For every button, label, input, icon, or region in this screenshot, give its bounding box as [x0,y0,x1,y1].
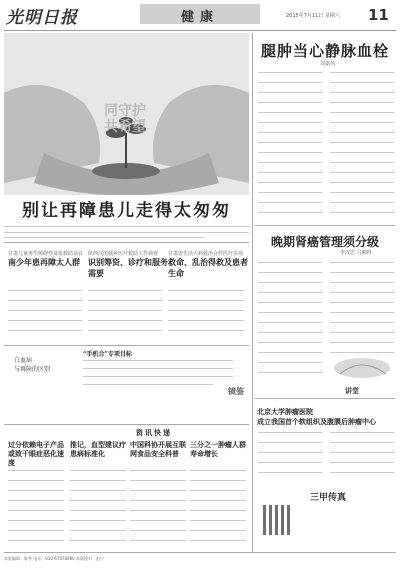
box-1 [8,250,88,267]
qr-code [263,505,293,535]
section-divider [4,345,249,346]
hero-tagline [104,103,146,135]
brief-1-headline: 过分依赖电子产品或致干眼症恶化速度 [8,440,64,467]
newspaper-logo: 光明日报 [6,8,78,28]
news-headline: 成立我国首个软组织及腹膜后肿瘤中心 [257,417,376,426]
footer-rule [4,552,396,553]
hero-tagline-line-1: 同守护 [104,103,146,119]
news-brief-section-title: 资讯快递 [136,428,172,437]
box-2-kicker: 陕西汉滨城乡医疗救助工作调查 [88,251,159,257]
column-label-sanqian: 三甲传真 [310,493,347,503]
masthead [0,0,400,32]
page-footer: 本版编辑：陈冬 电话：010-67078880 本版校对：赵宁 [4,556,104,561]
article-author-thrombosis: 刘嘉伟 [320,61,336,67]
box-2 [88,250,168,278]
column-divider [252,33,253,553]
article-headline-thrombosis: 腿肿当心静脉血栓 [260,42,389,60]
brief-2-headline: 推记，血型建议疗患病标准化 [70,440,126,458]
page-number: 11 [368,6,389,24]
box-1-title: 南少年患再障太人群 [8,257,80,267]
brief-3-headline: 中国科协开展互联网食品安全科普 [130,440,186,458]
lecture-illustration [330,352,395,384]
lead-headline: 别让再障患儿走得太匆匆 [22,201,231,221]
section-divider [4,242,249,243]
hero-photo [4,33,249,195]
article-headline-kidney-cancer: 晚期肾癌管理须分级 [270,235,379,249]
sidebar-note [14,356,50,374]
box-3-kicker: 甘肃省生活大病救治合作医疗专项 [168,251,244,257]
article-author-kidney-cancer: 李汉忠 马湘林 [340,250,372,256]
sidebar-note-line-1: 白血病 [14,357,33,364]
section-divider [4,424,249,425]
masthead-rule [4,30,396,31]
news-headline-kicker: 北京大学肿瘤医院 [257,407,313,416]
lecture-label: 讲堂 [345,386,359,395]
mirror-label: 镜鉴 [228,386,244,396]
section-divider [255,398,395,399]
lead-intro-text [4,222,249,238]
box-1-kicker: 甘肃儿童再生障碍性贫血救助项目 [8,251,84,257]
box-2-title: 识别筹资、诊疗和服务需要 [88,257,168,278]
middle-item-title: “手机合”专项目标 [83,351,132,358]
issue-date: 2015年7月11日 星期六 [286,13,340,19]
brief-4-headline: 三分之一肿瘤人群寿命增长 [190,440,246,458]
sidebar-note-line-2: 与再障的区别 [14,366,51,373]
hero-tagline-line-2: 共希望 [104,119,146,135]
section-divider [255,225,395,226]
box-3 [168,250,248,278]
box-3-title: 救命、乱治得救及患者生命 [168,257,248,278]
section-title: 健康 [180,10,219,25]
